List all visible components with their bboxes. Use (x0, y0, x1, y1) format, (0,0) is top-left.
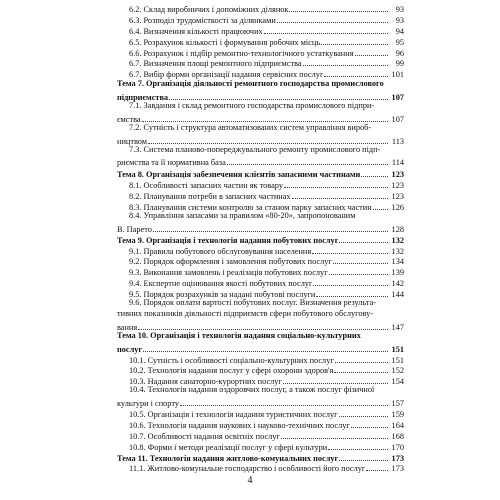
toc-topic-entry (117, 79, 404, 101)
toc-entry-title: 11.1. Житлово-комунальне господарство і особливості його послуг (129, 464, 366, 474)
toc-page-number: 95 (395, 37, 404, 47)
toc-entry-title: 6.7. Вибір форми організації надання сервісних послуг (129, 70, 324, 80)
dot-leader (142, 112, 388, 122)
toc-line (117, 222, 404, 233)
toc-entry-title: 6.7. Визначення площі ремонтного підприємства (129, 59, 302, 69)
dot-leader (138, 320, 388, 330)
toc-page-number: 134 (391, 257, 404, 267)
toc-entry-title: Тема 7. Організація діяльності ремонтного господарства промислового (117, 79, 384, 89)
toc-entry-title: Тема 11. Технологія надання житлово-комунальних послуг (117, 453, 339, 463)
dot-leader (148, 134, 388, 144)
toc-line (117, 134, 404, 145)
toc-page-number: 99 (395, 59, 404, 69)
toc-entry (117, 145, 404, 167)
toc-entry-title: ництвом (117, 136, 148, 146)
toc-page-number: 123 (391, 181, 404, 191)
toc-entry-title: Тема 10. Організація і технологія надання соціально-культурних (117, 330, 361, 340)
toc-line (117, 385, 404, 396)
dot-leader (339, 407, 388, 417)
dot-leader (339, 233, 388, 243)
toc-page-number: 123 (391, 192, 404, 202)
toc-entry-title: 6.4. Визначення кількості працюючих (129, 26, 263, 36)
dot-leader (355, 46, 388, 56)
toc-page-number: 132 (391, 246, 404, 256)
toc-entry-title: 8.1. Особливості запасних частин як товару (129, 181, 283, 191)
page-number: 4 (247, 475, 253, 486)
toc-line (117, 79, 404, 90)
toc-page-number: 93 (395, 15, 404, 25)
dot-leader (289, 2, 388, 12)
toc-page-number: 107 (391, 114, 404, 124)
toc-entry-title: 10.1. Сутність і особливості соціально-культурних послуг (129, 355, 334, 365)
toc-topic-entry (117, 233, 404, 244)
toc-entry-title: 9.6. Порядок оплати вартості побутових послуг. Визначення результа- (129, 298, 377, 308)
toc-page-number: 94 (395, 26, 404, 36)
toc-line (117, 123, 404, 134)
toc-page-number: 144 (391, 290, 404, 300)
dot-leader (329, 265, 388, 275)
toc-page-number: 123 (391, 170, 404, 180)
toc-entry-title: 7.2. Сутність і структура автоматизованих систем управління вироб- (129, 122, 372, 132)
toc-page-number: 132 (391, 235, 404, 245)
dot-leader (292, 189, 388, 199)
dot-leader (283, 374, 388, 384)
toc-entry-title: Тема 9. Організація і технологія надання побутових послуг (117, 235, 339, 245)
toc-line (117, 331, 404, 342)
toc-line (117, 2, 404, 13)
toc-page-number: 173 (391, 464, 404, 474)
toc-page-number: 113 (391, 136, 404, 146)
dot-leader (303, 56, 388, 66)
toc-entry (117, 211, 404, 233)
dot-leader (321, 35, 388, 45)
toc-page-number: 142 (391, 279, 404, 289)
toc-entry-title: 7.3. Система планово-попереджувального ремонту промислового підп- (129, 144, 381, 154)
toc-page-number: 126 (391, 203, 404, 213)
dot-leader (153, 222, 388, 232)
toc-line (117, 90, 404, 101)
toc-entry-title: 10.5. Організація і технологія надання туристичних послуг (129, 409, 338, 419)
dot-leader (339, 451, 388, 461)
dot-leader (335, 353, 388, 363)
toc-entry-title: 6.6. Розрахунок і підбір ремонтно-технологічного устаткування (129, 48, 354, 58)
table-of-contents (117, 2, 404, 472)
toc-entry-title: тивних показників діяльності підприємств сфери побутового обслугову- (117, 308, 374, 318)
toc-page-number: 151 (391, 344, 404, 354)
dot-leader (169, 90, 388, 100)
toc-entry-title: 9.5. Порядок розрахунків за надані побутові послуги (129, 290, 316, 300)
toc-entry-title: 9.4. Експертне оцінювання якості побутових послуг (129, 279, 313, 289)
toc-entry-title: послуг (117, 344, 143, 354)
toc-line (117, 155, 404, 166)
toc-entry-title: В. Парето (117, 224, 152, 234)
toc-page-number: 147 (391, 322, 404, 332)
toc-entry-title: 10.3. Надання санаторно-курортних послуг (129, 377, 282, 387)
dot-leader (281, 429, 388, 439)
toc-entry-title: 7.1. Завдання і склад ремонтного господарства промислового підпри- (129, 101, 375, 111)
toc-entry-title: 10.6. Технологія надання наукових і науково-технічних послуг (129, 420, 350, 430)
toc-line (117, 320, 404, 331)
toc-page-number: 170 (391, 442, 404, 452)
toc-entry-title: 8.4. Управління запасами за правилом «80-20», запропонованим (129, 210, 356, 220)
toc-entry-title: Тема 8. Організація забезпечення клієнтів запасними частинами (117, 170, 361, 180)
dot-leader (324, 67, 388, 77)
toc-entry-title: 6.3. Розподіл трудомісткості за ділянками (129, 15, 276, 25)
toc-page-number: 96 (395, 48, 404, 58)
toc-line (117, 145, 404, 156)
dot-leader (361, 167, 388, 177)
dot-leader (313, 276, 388, 286)
toc-entry-title: 9.2. Порядок оформлення і замовлення побутових послуг (129, 257, 332, 267)
dot-leader (264, 24, 388, 34)
toc-page-number: 139 (391, 268, 404, 278)
toc-entry (117, 353, 404, 364)
dot-leader (277, 13, 388, 23)
toc-line (117, 112, 404, 123)
toc-entry-title: 9.3. Виконання замовлень і реалізація побутових послуг (129, 268, 328, 278)
toc-page-number: 101 (391, 70, 404, 80)
toc-line (117, 342, 404, 353)
toc-entry-title: 9.1. Правила побутового обслуговування населення (129, 246, 312, 256)
toc-entry-title: 10.8. Форми і методи реалізації послуг у сфері культури (129, 442, 328, 452)
toc-line (117, 309, 404, 320)
toc-page-number: 168 (391, 431, 404, 441)
dot-leader (180, 396, 388, 406)
dot-leader (373, 200, 388, 210)
toc-entry-title: ємства (117, 114, 141, 124)
toc-page-number: 152 (391, 366, 404, 376)
toc-line (117, 101, 404, 112)
toc-page-number: 107 (391, 93, 404, 103)
toc-page-number: 154 (391, 377, 404, 387)
toc-entry-title: 10.4. Технологія надання оздоровчих послуг, а також послуг фізичної (129, 385, 375, 395)
toc-line (117, 396, 404, 407)
toc-entry-title: підприємства (117, 93, 169, 103)
dot-leader (284, 178, 388, 188)
toc-page-number: 173 (391, 453, 404, 463)
dot-leader (143, 342, 388, 352)
toc-page-number: 159 (391, 409, 404, 419)
toc-line (117, 233, 404, 244)
toc-page-number: 93 (395, 5, 404, 14)
dot-leader (334, 363, 388, 373)
toc-topic-entry (117, 331, 404, 353)
dot-leader (316, 287, 388, 297)
dot-leader (366, 461, 388, 471)
toc-page-number: 114 (391, 158, 404, 168)
toc-entry-title: риємства та її нормативна база (117, 158, 226, 168)
dot-leader (351, 418, 388, 428)
dot-leader (312, 244, 388, 254)
toc-line (117, 353, 404, 364)
toc-entry-title: 8.2. Планування потреби в запасних частинах (129, 192, 291, 202)
toc-page-number: 164 (391, 420, 404, 430)
toc-entry (117, 2, 404, 13)
toc-page-number: 128 (391, 224, 404, 234)
toc-entry (117, 123, 404, 145)
dot-leader (227, 155, 388, 165)
toc-entry-title: 10.7. Особливості надання освітніх послуг (129, 431, 280, 441)
toc-entry (117, 298, 404, 331)
toc-entry-title: 6.2. Склад виробничих і допоміжних ділянок (129, 5, 289, 14)
toc-entry-title: 10.2. Технологія надання послуг у сфері охорони здоров'я (129, 366, 334, 376)
toc-entry-title: культури і спорту (117, 399, 179, 409)
dot-leader (333, 254, 388, 264)
toc-entry-title: 6.5. Розрахунок кількості і формування робочих місць (129, 37, 321, 47)
toc-entry (117, 385, 404, 407)
toc-entry (117, 101, 404, 123)
toc-entry-title: 8.3. Планування системи контролю за станом парку запасних частин (129, 203, 372, 213)
toc-page-number: 151 (391, 355, 404, 365)
toc-page-number: 157 (391, 399, 404, 409)
toc-line (117, 298, 404, 309)
dot-leader (328, 440, 388, 450)
toc-entry-title: вання (117, 322, 138, 332)
